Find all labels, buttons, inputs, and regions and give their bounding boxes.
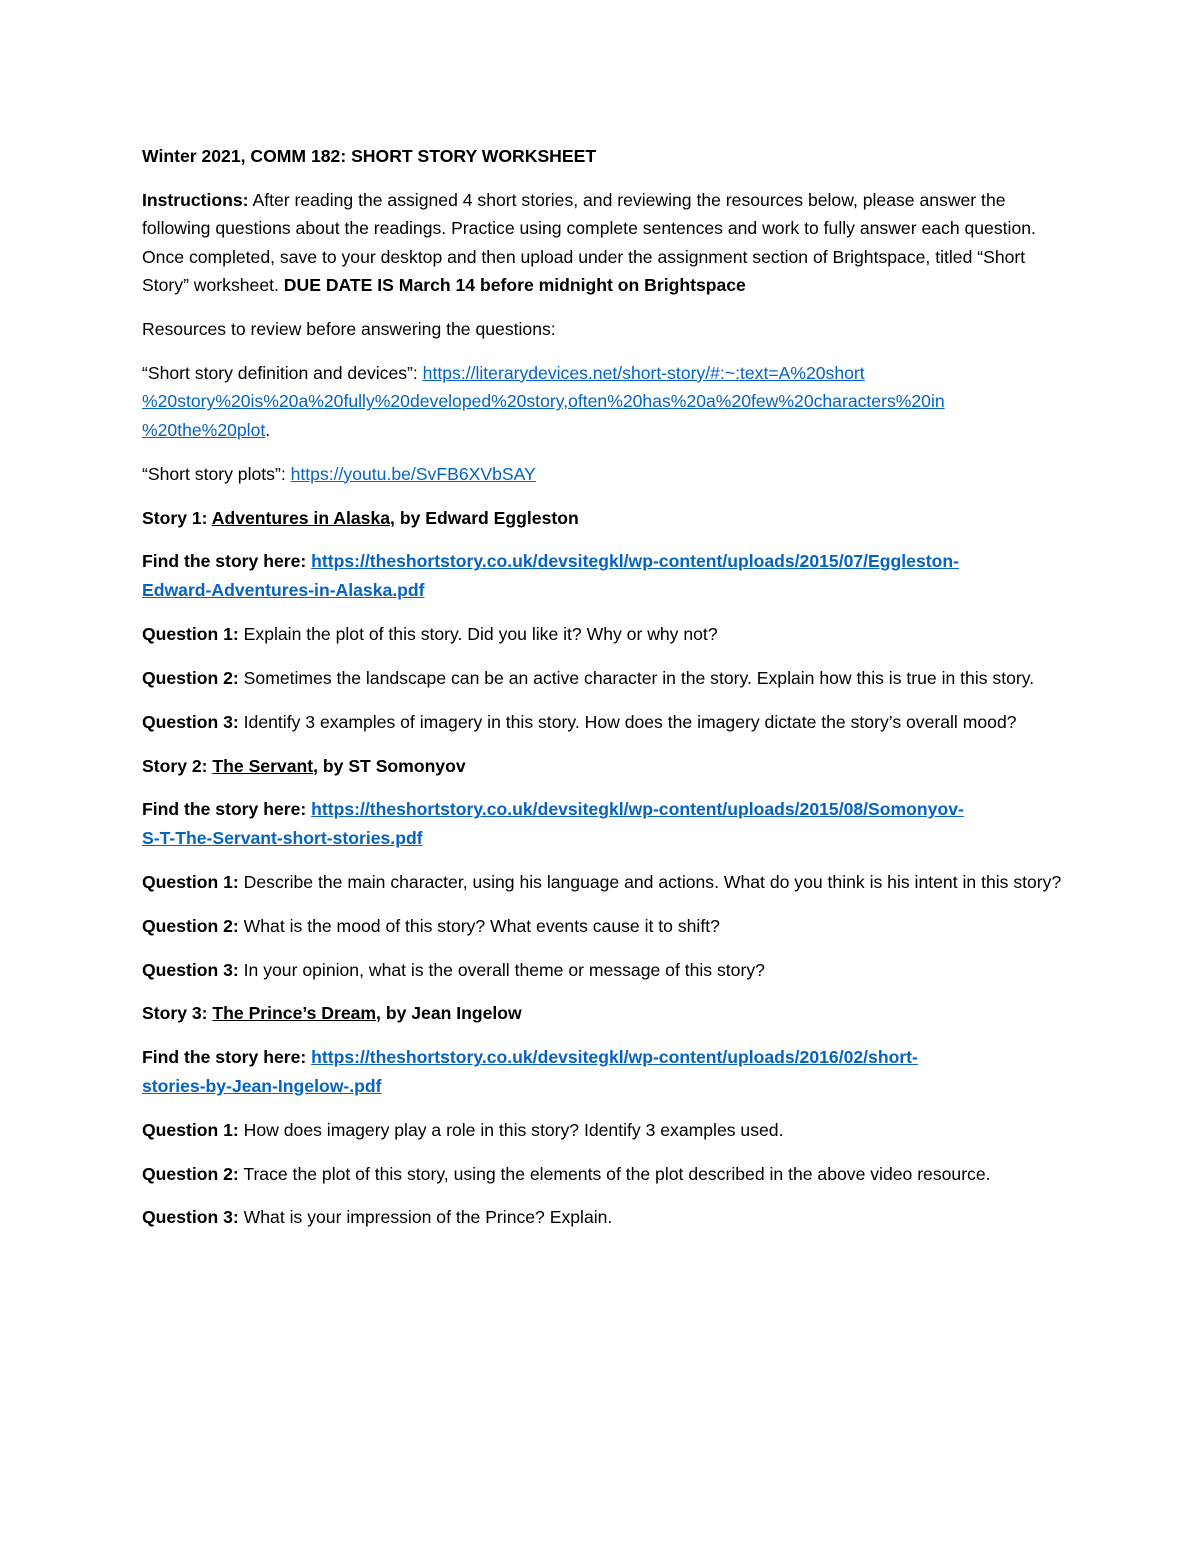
question-text: How does imagery play a role in this story? Identify 3 examples used. (238, 1119, 784, 1140)
story-author: , by Edward Eggleston (390, 507, 579, 528)
question-text: Trace the plot of this story, using the elements of the plot described in the above video resource. (238, 1163, 991, 1184)
story-link-paragraph (142, 1043, 1062, 1100)
find-story-label: Find the story here: (142, 551, 312, 572)
story-prefix: Story 2: (142, 755, 213, 776)
question-text: What is the mood of this story? What events cause it to shift? (238, 915, 720, 936)
question (142, 664, 1062, 692)
question (142, 1116, 1062, 1144)
title-text: Winter 2021, COMM 182: SHORT STORY WORKSHEET (142, 146, 597, 166)
resource-link[interactable]: https://youtu.be/SvFB6XVbSAY (290, 463, 536, 484)
question-label: Question 2: (142, 667, 239, 688)
resource-item-definitions (142, 359, 1062, 444)
instructions-body: After reading the assigned 4 short stories, and reviewing the resources below, please answer the following questions about the readings. Practice using complete sentences and work to fully answer each question. Once completed, save to your desktop and then upload under the assignment section of Brightspace, titled “Short Story” worksheet. (142, 189, 1036, 296)
question-label: Question 3: (142, 959, 239, 980)
instructions-label: Instructions: (142, 189, 249, 210)
story-link-part: stories-by-Jean-Ingelow-.pdf (142, 1075, 382, 1096)
question (142, 1160, 1062, 1188)
story-title: The Servant (212, 755, 314, 776)
story-prefix: Story 1: (142, 507, 212, 528)
question (142, 912, 1062, 940)
document-title (142, 142, 1062, 170)
question-label: Question 3: (142, 711, 239, 732)
find-story-label: Find the story here: (142, 1047, 312, 1068)
story-link-part: https://theshortstory.co.uk/devsitegkl/wp-content/uploads/2015/07/Eggleston- (311, 551, 959, 572)
question (142, 708, 1062, 736)
question (142, 956, 1062, 984)
question-text: In your opinion, what is the overall theme or message of this story? (238, 959, 765, 980)
story-prefix: Story 3: (142, 1003, 213, 1024)
question-label: Question 1: (142, 871, 239, 892)
resources-heading: Resources to review before answering the questions: (142, 319, 556, 340)
resource-item-plots (142, 460, 1062, 488)
question (142, 620, 1062, 648)
story-heading (142, 504, 1062, 532)
story-link-part: https://theshortstory.co.uk/devsitegkl/wp-content/uploads/2015/08/Somonyov- (311, 799, 964, 820)
resource-label: “Short story definition and devices”: (142, 362, 423, 383)
story-link-part: Edward-Adventures-in-Alaska.pdf (142, 579, 425, 600)
story-author: , by Jean Ingelow (376, 1003, 522, 1024)
story-title: Adventures in Alaska (211, 507, 391, 528)
story-link-paragraph (142, 547, 1062, 604)
resource-link-part: %20story%20is%20a%20fully%20developed%20story,often%20has%20a%20few%20characters%20in (142, 391, 945, 412)
instructions-paragraph (142, 186, 1062, 300)
question-label: Question 2: (142, 1163, 239, 1184)
story-author: , by ST Somonyov (313, 755, 466, 776)
question-label: Question 1: (142, 1119, 239, 1140)
question-label: Question 1: (142, 623, 239, 644)
question (142, 868, 1062, 896)
question-text: Explain the plot of this story. Did you like it? Why or why not? (238, 623, 718, 644)
question-label: Question 2: (142, 915, 239, 936)
story-title: The Prince’s Dream (212, 1003, 377, 1024)
story-link-paragraph (142, 795, 1062, 852)
question (142, 1203, 1062, 1231)
resource-link-part: %20the%20plot (142, 419, 266, 440)
story-heading (142, 752, 1062, 780)
story-link-part: https://theshortstory.co.uk/devsitegkl/wp-content/uploads/2016/02/short- (311, 1047, 918, 1068)
resource-suffix: . (265, 419, 271, 440)
question-text: What is your impression of the Prince? Explain. (238, 1207, 613, 1228)
due-date-notice: DUE DATE IS March 14 before midnight on Brightspace (283, 275, 746, 296)
question-text: Describe the main character, using his language and actions. What do you think is his intent in this story? (238, 871, 1062, 892)
story-heading (142, 999, 1062, 1027)
resource-link-part: https://literarydevices.net/short-story/#:~:text=A%20short (422, 362, 865, 383)
find-story-label: Find the story here: (142, 799, 312, 820)
resource-label: “Short story plots”: (142, 463, 291, 484)
question-text: Sometimes the landscape can be an active character in the story. Explain how this is true in this story. (238, 667, 1035, 688)
question-label: Question 3: (142, 1207, 239, 1228)
question-text: Identify 3 examples of imagery in this story. How does the imagery dictate the story’s overall mood? (238, 711, 1017, 732)
document-body (142, 142, 1062, 1247)
story-link-part: S-T-The-Servant-short-stories.pdf (142, 827, 423, 848)
